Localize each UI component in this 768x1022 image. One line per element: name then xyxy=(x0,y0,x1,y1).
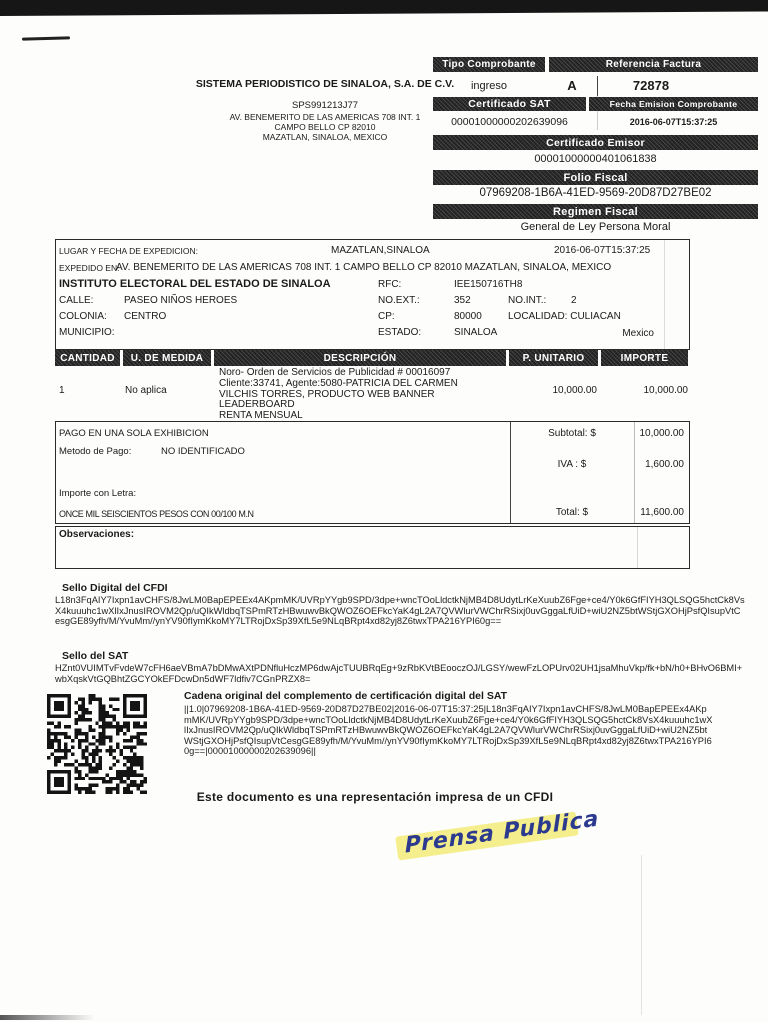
descripcion-line: Cliente:33741, Agente:5080-PATRICIA DEL CARMEN xyxy=(219,377,458,389)
importe-letra-label: Importe con Letra: xyxy=(59,488,137,499)
regimen-fiscal-value: General de Ley Persona Moral xyxy=(520,221,671,233)
observaciones-box xyxy=(55,526,690,569)
items-table-header xyxy=(55,350,688,366)
sello-sat-label: Sello del SAT xyxy=(62,650,129,662)
scan-top-band xyxy=(0,0,768,16)
item-importe: 10,000.00 xyxy=(643,385,688,396)
fecha-expedicion-value: 2016-06-07T15:37:25 xyxy=(554,245,651,256)
descripcion-line: VILCHIS TORRES, PRODUCTO WEB BANNER xyxy=(219,388,435,400)
calle-value: PASEO NIÑOS HEROES xyxy=(124,295,238,306)
item-row xyxy=(55,368,688,422)
calle-label: CALLE: xyxy=(59,295,94,306)
col-importe: IMPORTE xyxy=(601,350,688,366)
observaciones-label: Observaciones: xyxy=(59,529,135,540)
cadena-original-label: Cadena original del complemento de certificación digital del SAT xyxy=(184,690,508,702)
footer-note: Este documento es una representación impresa de un CFDI xyxy=(196,790,554,804)
scan-bottom-smudge xyxy=(0,1015,95,1020)
certificado-emisor-value: 00001000000401061838 xyxy=(534,153,657,165)
municipio-label: MUNICIPIO: xyxy=(59,327,115,338)
sello-sat-value: HZnt0VUIMTvFvdeW7cFH6aeVBmA7bDMwAXtPDNfluHczMP6dwAjcTUUBRqEg+9zRbKVtBEooczOJ/LGSY/wewFzLOPUrv02UH1jsaMhuVkp/fk+bN/h0+BHvO6BMI+wbXqskVtGQBhtZGCYOkEFDcwDn5dWF7ldfiv7CGnPRZX8= xyxy=(55,663,743,684)
estado-label: ESTADO: xyxy=(378,327,422,338)
subtotal-value: 10,000.00 xyxy=(639,428,684,439)
lugar-fecha-label: LUGAR Y FECHA DE EXPEDICION: xyxy=(59,246,199,256)
handwritten-note: Prensa Publica xyxy=(404,806,600,859)
referencia-factura-header: Referencia Factura xyxy=(549,57,758,72)
pais-value: Mexico xyxy=(622,328,654,339)
sello-cfdi-value: L18n3FqAIY7Ixpn1avCHFS/8JwLM0BapEPEEx4AKpmMK/UVRpYYgb9SPD/3dpe+wncTOoLldctkNjMB4D8UdytLrKeXuubZ6Fge+ce4/Y0k6GfFIYH3QLSQG5hctCk8VsX4kuuuhc1wXlIxJnusIROVM2Qp/uQIkWldbqTSPmRTzHBwuwvBkQWOZ6OEFkcYaK4gL2A7QVWlurVWChrRSixj0uvGggaLfUiD+wiU2NZ5btWStjGXOHjPsfQIsupVtCesgGE89yfh/M/YvuMm//ynYV90fIymKkoMY7LTRojDxSp39XfL5e9NLqBRpt4xd82yj8Z6twxTPA216YPI60g== xyxy=(55,595,745,627)
col-punitario: P. UNITARIO xyxy=(509,350,598,366)
item-cantidad: 1 xyxy=(59,385,65,396)
col-descripcion: DESCRIPCIÓN xyxy=(214,350,506,366)
tipo-comprobante-header: Tipo Comprobante xyxy=(433,57,545,72)
rfc-value: IEE150716TH8 xyxy=(454,279,523,290)
expedido-value: AV. BENEMERITO DE LAS AMERICAS 708 INT. 1 CAMPO BELLO CP 82010 MAZATLAN, SINALOA, MEXICO xyxy=(116,262,612,273)
payment-divider-2 xyxy=(634,422,635,523)
referencia-folio-value: 72878 xyxy=(632,78,670,93)
fiscal-header xyxy=(433,57,758,237)
referencia-separator xyxy=(597,76,598,96)
descripcion-line: RENTA MENSUAL xyxy=(219,410,303,422)
issuer-address-line3: MAZATLAN, SINALOA, MEXICO xyxy=(262,132,388,142)
localidad-label: LOCALIDAD: CULIACAN xyxy=(508,311,621,322)
cp-label: CP: xyxy=(378,311,395,322)
iva-value: 1,600.00 xyxy=(645,459,684,470)
noext-value: 352 xyxy=(454,295,471,306)
cadena-original-value: ||1.0|07969208-1B6A-41ED-9569-20D87D27BE02|2016-06-07T15:37:25|L18n3FqAIY7Ixpn1avCHFS/8JwLM0BapEPEEx4AKpmMK/UVRpYYgb9SPD/3dpe+wncTOoLldctkNjMB4D8UdytLrKeXuubZ6Fge+ce4/Y0k6GfFIYH3QLSQG5hctCk8VsX4kuuuhc1wXlIxJnusIROVM2Qp/uQIkWldbqTSPmRTzHBwuwvBkQWOZ6OEFkcYaK4gL2A7QVWlurVWChrRSixj0uvGggaLfUiD+wiU2NZ5btWStjGXOHjPsfQIsupVtCesgGE89yfh/M/YvuMm//ynYV90fIymKkoMY7LTRojDxSp39XfL5e9NLqBRpt4xd82yj8Z6twxTPA216YPI60g==|00001000000202639096|| xyxy=(184,704,713,757)
item-punitario: 10,000.00 xyxy=(552,385,597,396)
fecha-emision-header: Fecha Emision Comprobante xyxy=(589,97,758,111)
tipo-comprobante-value: ingreso xyxy=(470,80,508,92)
observaciones-faint-line xyxy=(637,527,638,568)
noint-label: NO.INT.: xyxy=(508,295,547,306)
qr-code xyxy=(47,694,147,794)
regimen-fiscal-header: Regimen Fiscal xyxy=(433,204,758,219)
total-value: 11,600.00 xyxy=(640,507,684,518)
metodo-pago-label: Metodo de Pago: xyxy=(59,446,132,457)
noint-value: 2 xyxy=(571,295,577,306)
colonia-value: CENTRO xyxy=(124,311,167,322)
issuer-address-line1: AV. BENEMERITO DE LAS AMERICAS 708 INT. 1 xyxy=(229,112,421,122)
estado-value: SINALOA xyxy=(454,327,498,338)
pago-exhibicion-text: PAGO EN UNA SOLA EXHIBICION xyxy=(59,428,209,439)
noext-label: NO.EXT.: xyxy=(378,295,420,306)
col-unidad: U. DE MEDIDA xyxy=(123,350,211,366)
certificado-sat-header: Certificado SAT xyxy=(433,97,586,111)
fecha-emision-value: 2016-06-07T15:37:25 xyxy=(629,117,718,127)
folio-fiscal-value: 07969208-1B6A-41ED-9569-20D87D27BE02 xyxy=(479,187,712,199)
lugar-value: MAZATLAN,SINALOA xyxy=(331,245,430,256)
metodo-pago-value: NO IDENTIFICADO xyxy=(161,446,245,457)
staple-mark xyxy=(22,36,70,40)
item-unidad: No aplica xyxy=(125,385,167,396)
descripcion-line: Noro- Orden de Servicios de Publicidad # 00016097 xyxy=(219,367,451,378)
certificado-sat-value: 00001000000202639096 xyxy=(451,116,568,128)
issuer-name: SISTEMA PERIODISTICO DE SINALOA, S.A. DE C.V. xyxy=(195,78,455,90)
issuer-address-line2: CAMPO BELLO CP 82010 xyxy=(274,122,376,132)
colonia-label: COLONIA: xyxy=(59,311,107,322)
iva-label: IVA : $ xyxy=(557,459,587,470)
cp-value: 80000 xyxy=(454,311,482,322)
receiver-box-faint-divider xyxy=(664,240,665,349)
col-cantidad: CANTIDAD xyxy=(55,350,120,366)
expedido-label: EXPEDIDO EN: xyxy=(59,263,120,273)
total-label: Total: $ xyxy=(555,507,589,518)
subtotal-label: Subtotal: $ xyxy=(548,428,596,439)
certificado-emisor-header: Certificado Emisor xyxy=(433,135,758,150)
referencia-serie-value: A xyxy=(567,78,577,93)
descripcion-line: LEADERBOARD xyxy=(219,399,295,411)
receiver-box xyxy=(55,239,690,350)
scan-artifact-line xyxy=(641,855,642,1015)
cliente-nombre: INSTITUTO ELECTORAL DEL ESTADO DE SINALOA xyxy=(59,278,331,290)
issuer-rfc: SPS991213J77 xyxy=(291,100,359,111)
sello-cfdi-label: Sello Digital del CFDI xyxy=(62,582,168,594)
item-descripcion xyxy=(219,368,494,422)
payment-box xyxy=(55,421,690,524)
folio-fiscal-header: Folio Fiscal xyxy=(433,170,758,185)
rfc-label: RFC: xyxy=(378,279,402,290)
importe-letra-value: ONCE MIL SEISCIENTOS PESOS CON 00/100 M.N xyxy=(59,509,254,519)
